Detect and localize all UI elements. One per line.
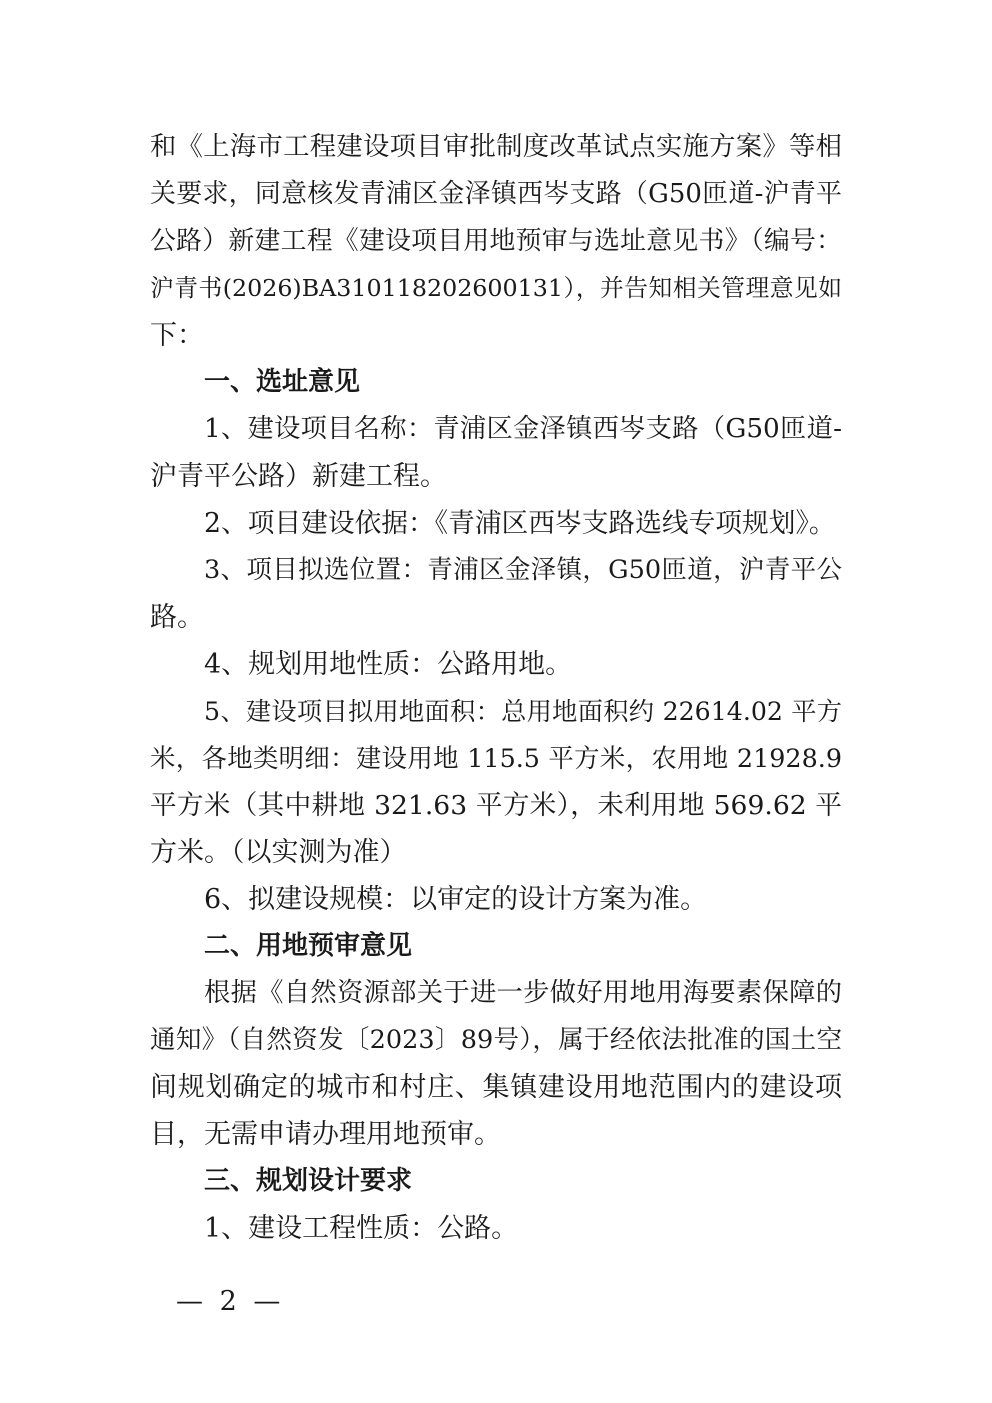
land-para-line-1: 根据《自然资源部关于进一步做好用地用海要素保障的 — [204, 978, 842, 1008]
site-item-3-line-2: 路。 — [150, 602, 204, 633]
section-heading-planning-requirements: 三、规划设计要求 — [204, 1166, 413, 1196]
site-item-2: 2、项目建设依据：《青浦区西岑支路选线专项规划》。 — [204, 508, 836, 539]
site-item-3-line-1: 3、项目拟选位置：青浦区金泽镇，G50匝道，沪青平公 — [204, 555, 842, 585]
planning-item-1: 1、建设工程性质：公路。 — [204, 1213, 519, 1244]
section-heading-site-selection: 一、选址意见 — [204, 367, 361, 397]
land-para-line-2: 通知》（自然资发〔2023〕89号），属于经依法批准的国土空 — [150, 1025, 842, 1055]
section-heading-land-pre-review: 二、用地预审意见 — [204, 931, 413, 961]
intro-line-4: 沪青书(2026)BA310118202600131），并告知相关管理意见如 — [150, 274, 842, 302]
intro-line-5: 下： — [150, 320, 204, 351]
site-item-5-line-2: 米，各地类明细：建设用地 115.5 平方米，农用地 21928.9 — [150, 743, 842, 773]
site-item-1-line-2: 沪青平公路）新建工程。 — [150, 461, 447, 492]
document-body — [150, 124, 842, 1252]
intro-line-1: 和《上海市工程建设项目审批制度改革试点实施方案》等相 — [150, 132, 842, 162]
land-para-line-4: 目，无需申请办理用地预审。 — [150, 1119, 501, 1150]
site-item-1-line-1: 1、建设项目名称：青浦区金泽镇西岑支路（G50匝道- — [204, 414, 842, 444]
land-para-line-3: 间规划确定的城市和村庄、集镇建设用地范围内的建设项 — [150, 1072, 842, 1103]
intro-line-2: 关要求，同意核发青浦区金泽镇西岑支路（G50匝道-沪青平 — [150, 179, 842, 209]
site-item-5-line-3: 平方米（其中耕地 321.63 平方米），未利用地 569.62 平 — [150, 790, 842, 821]
site-item-6: 6、拟建设规模：以审定的设计方案为准。 — [204, 884, 708, 915]
intro-line-3: 公路）新建工程《建设项目用地预审与选址意见书》（编号： — [150, 226, 842, 256]
page-number: — 2 — — [176, 1286, 285, 1317]
site-item-4: 4、规划用地性质：公路用地。 — [204, 649, 573, 680]
site-item-5-line-4: 方米。（以实测为准） — [150, 837, 407, 868]
site-item-5-line-1: 5、建设项目拟用地面积：总用地面积约 22614.02 平方 — [204, 697, 842, 726]
